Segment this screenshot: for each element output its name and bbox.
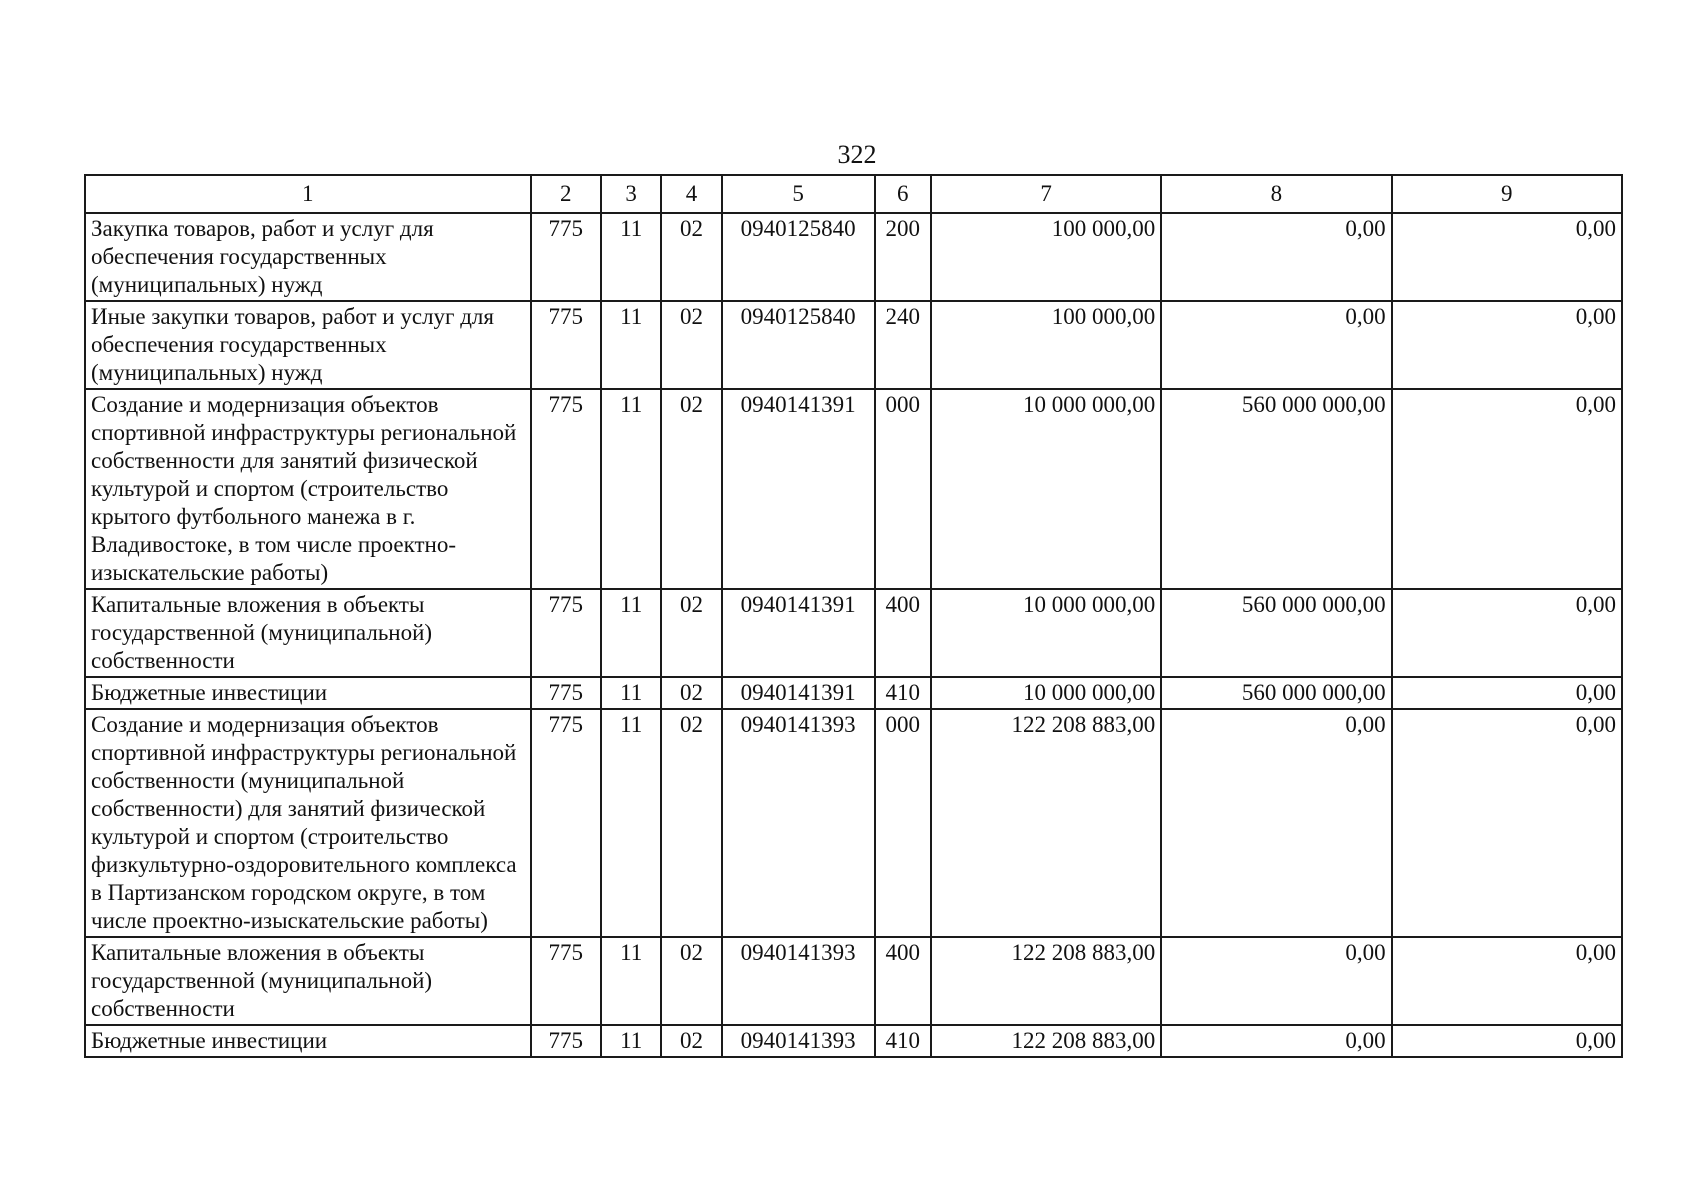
row-amount-9: 0,00 — [1392, 937, 1622, 1025]
row-c6: 000 — [875, 709, 931, 937]
row-c5: 0940125840 — [722, 213, 875, 301]
row-c5: 0940141393 — [722, 937, 875, 1025]
budget-table — [84, 174, 1623, 1058]
row-amount-8: 560 000 000,00 — [1161, 389, 1391, 589]
row-amount-7: 10 000 000,00 — [931, 589, 1161, 677]
row-c6: 400 — [875, 589, 931, 677]
row-c4: 02 — [661, 1025, 721, 1057]
table-row — [85, 389, 1622, 589]
row-c6: 410 — [875, 677, 931, 709]
row-name: Иные закупки товаров, работ и услуг для обеспечения государственных (муниципальных) нужд — [85, 301, 531, 389]
row-c5: 0940125840 — [722, 301, 875, 389]
row-c4: 02 — [661, 937, 721, 1025]
row-c3: 11 — [601, 937, 661, 1025]
row-name: Бюджетные инвестиции — [85, 1025, 531, 1057]
row-amount-9: 0,00 — [1392, 677, 1622, 709]
row-amount-7: 100 000,00 — [931, 213, 1161, 301]
row-c6: 410 — [875, 1025, 931, 1057]
row-c3: 11 — [601, 677, 661, 709]
column-header: 2 — [531, 175, 601, 213]
table-row — [85, 677, 1622, 709]
column-header: 8 — [1161, 175, 1391, 213]
column-header: 6 — [875, 175, 931, 213]
row-c6: 240 — [875, 301, 931, 389]
row-c5: 0940141393 — [722, 1025, 875, 1057]
row-c2: 775 — [531, 213, 601, 301]
row-c3: 11 — [601, 709, 661, 937]
row-name: Капитальные вложения в объекты государственной (муниципальной) собственности — [85, 589, 531, 677]
row-c3: 11 — [601, 589, 661, 677]
row-c4: 02 — [661, 677, 721, 709]
column-header: 7 — [931, 175, 1161, 213]
row-c4: 02 — [661, 589, 721, 677]
row-c4: 02 — [661, 213, 721, 301]
row-amount-7: 122 208 883,00 — [931, 1025, 1161, 1057]
row-amount-7: 10 000 000,00 — [931, 677, 1161, 709]
column-header: 9 — [1392, 175, 1622, 213]
row-c3: 11 — [601, 1025, 661, 1057]
row-amount-7: 122 208 883,00 — [931, 937, 1161, 1025]
table-row — [85, 589, 1622, 677]
row-c5: 0940141391 — [722, 389, 875, 589]
row-c3: 11 — [601, 389, 661, 589]
row-c2: 775 — [531, 589, 601, 677]
row-c3: 11 — [601, 301, 661, 389]
row-c2: 775 — [531, 709, 601, 937]
row-c2: 775 — [531, 1025, 601, 1057]
row-amount-8: 560 000 000,00 — [1161, 589, 1391, 677]
row-c2: 775 — [531, 677, 601, 709]
row-c5: 0940141393 — [722, 709, 875, 937]
table-row — [85, 213, 1622, 301]
row-c4: 02 — [661, 301, 721, 389]
row-c5: 0940141391 — [722, 589, 875, 677]
row-amount-8: 0,00 — [1161, 937, 1391, 1025]
row-amount-9: 0,00 — [1392, 589, 1622, 677]
row-amount-8: 0,00 — [1161, 213, 1391, 301]
row-amount-8: 560 000 000,00 — [1161, 677, 1391, 709]
row-amount-8: 0,00 — [1161, 709, 1391, 937]
row-amount-7: 122 208 883,00 — [931, 709, 1161, 937]
row-amount-8: 0,00 — [1161, 301, 1391, 389]
column-header: 1 — [85, 175, 531, 213]
column-header: 3 — [601, 175, 661, 213]
table-row — [85, 937, 1622, 1025]
page-number: 322 — [837, 140, 877, 169]
row-name: Создание и модернизация объектов спортивной инфраструктуры региональной собственности для занятий физической культурой и спортом (строительство крытого футбольного манежа в г. Владивостоке, в том числе проектно-изыскательские работы) — [85, 389, 531, 589]
row-c3: 11 — [601, 213, 661, 301]
row-c2: 775 — [531, 301, 601, 389]
column-header: 5 — [722, 175, 875, 213]
row-c4: 02 — [661, 709, 721, 937]
row-amount-9: 0,00 — [1392, 389, 1622, 589]
row-c6: 400 — [875, 937, 931, 1025]
table-row — [85, 1025, 1622, 1057]
table-row — [85, 301, 1622, 389]
table-header — [85, 175, 1622, 213]
row-name: Бюджетные инвестиции — [85, 677, 531, 709]
row-amount-9: 0,00 — [1392, 213, 1622, 301]
table-body — [85, 213, 1622, 1057]
row-name: Создание и модернизация объектов спортивной инфраструктуры региональной собственности (муниципальной собственности) для занятий физической культурой и спортом (строительство физкультурно-оздоровительного комплекса в Партизанском городском округе, в том числе проектно-изыскательские работы) — [85, 709, 531, 937]
column-header: 4 — [661, 175, 721, 213]
row-amount-8: 0,00 — [1161, 1025, 1391, 1057]
row-amount-9: 0,00 — [1392, 1025, 1622, 1057]
table-row — [85, 709, 1622, 937]
row-name: Капитальные вложения в объекты государственной (муниципальной) собственности — [85, 937, 531, 1025]
row-amount-9: 0,00 — [1392, 709, 1622, 937]
row-c6: 000 — [875, 389, 931, 589]
row-c4: 02 — [661, 389, 721, 589]
row-c2: 775 — [531, 937, 601, 1025]
row-amount-7: 10 000 000,00 — [931, 389, 1161, 589]
row-c6: 200 — [875, 213, 931, 301]
row-c5: 0940141391 — [722, 677, 875, 709]
row-amount-9: 0,00 — [1392, 301, 1622, 389]
row-amount-7: 100 000,00 — [931, 301, 1161, 389]
header-row — [85, 175, 1622, 213]
row-name: Закупка товаров, работ и услуг для обеспечения государственных (муниципальных) нужд — [85, 213, 531, 301]
row-c2: 775 — [531, 389, 601, 589]
